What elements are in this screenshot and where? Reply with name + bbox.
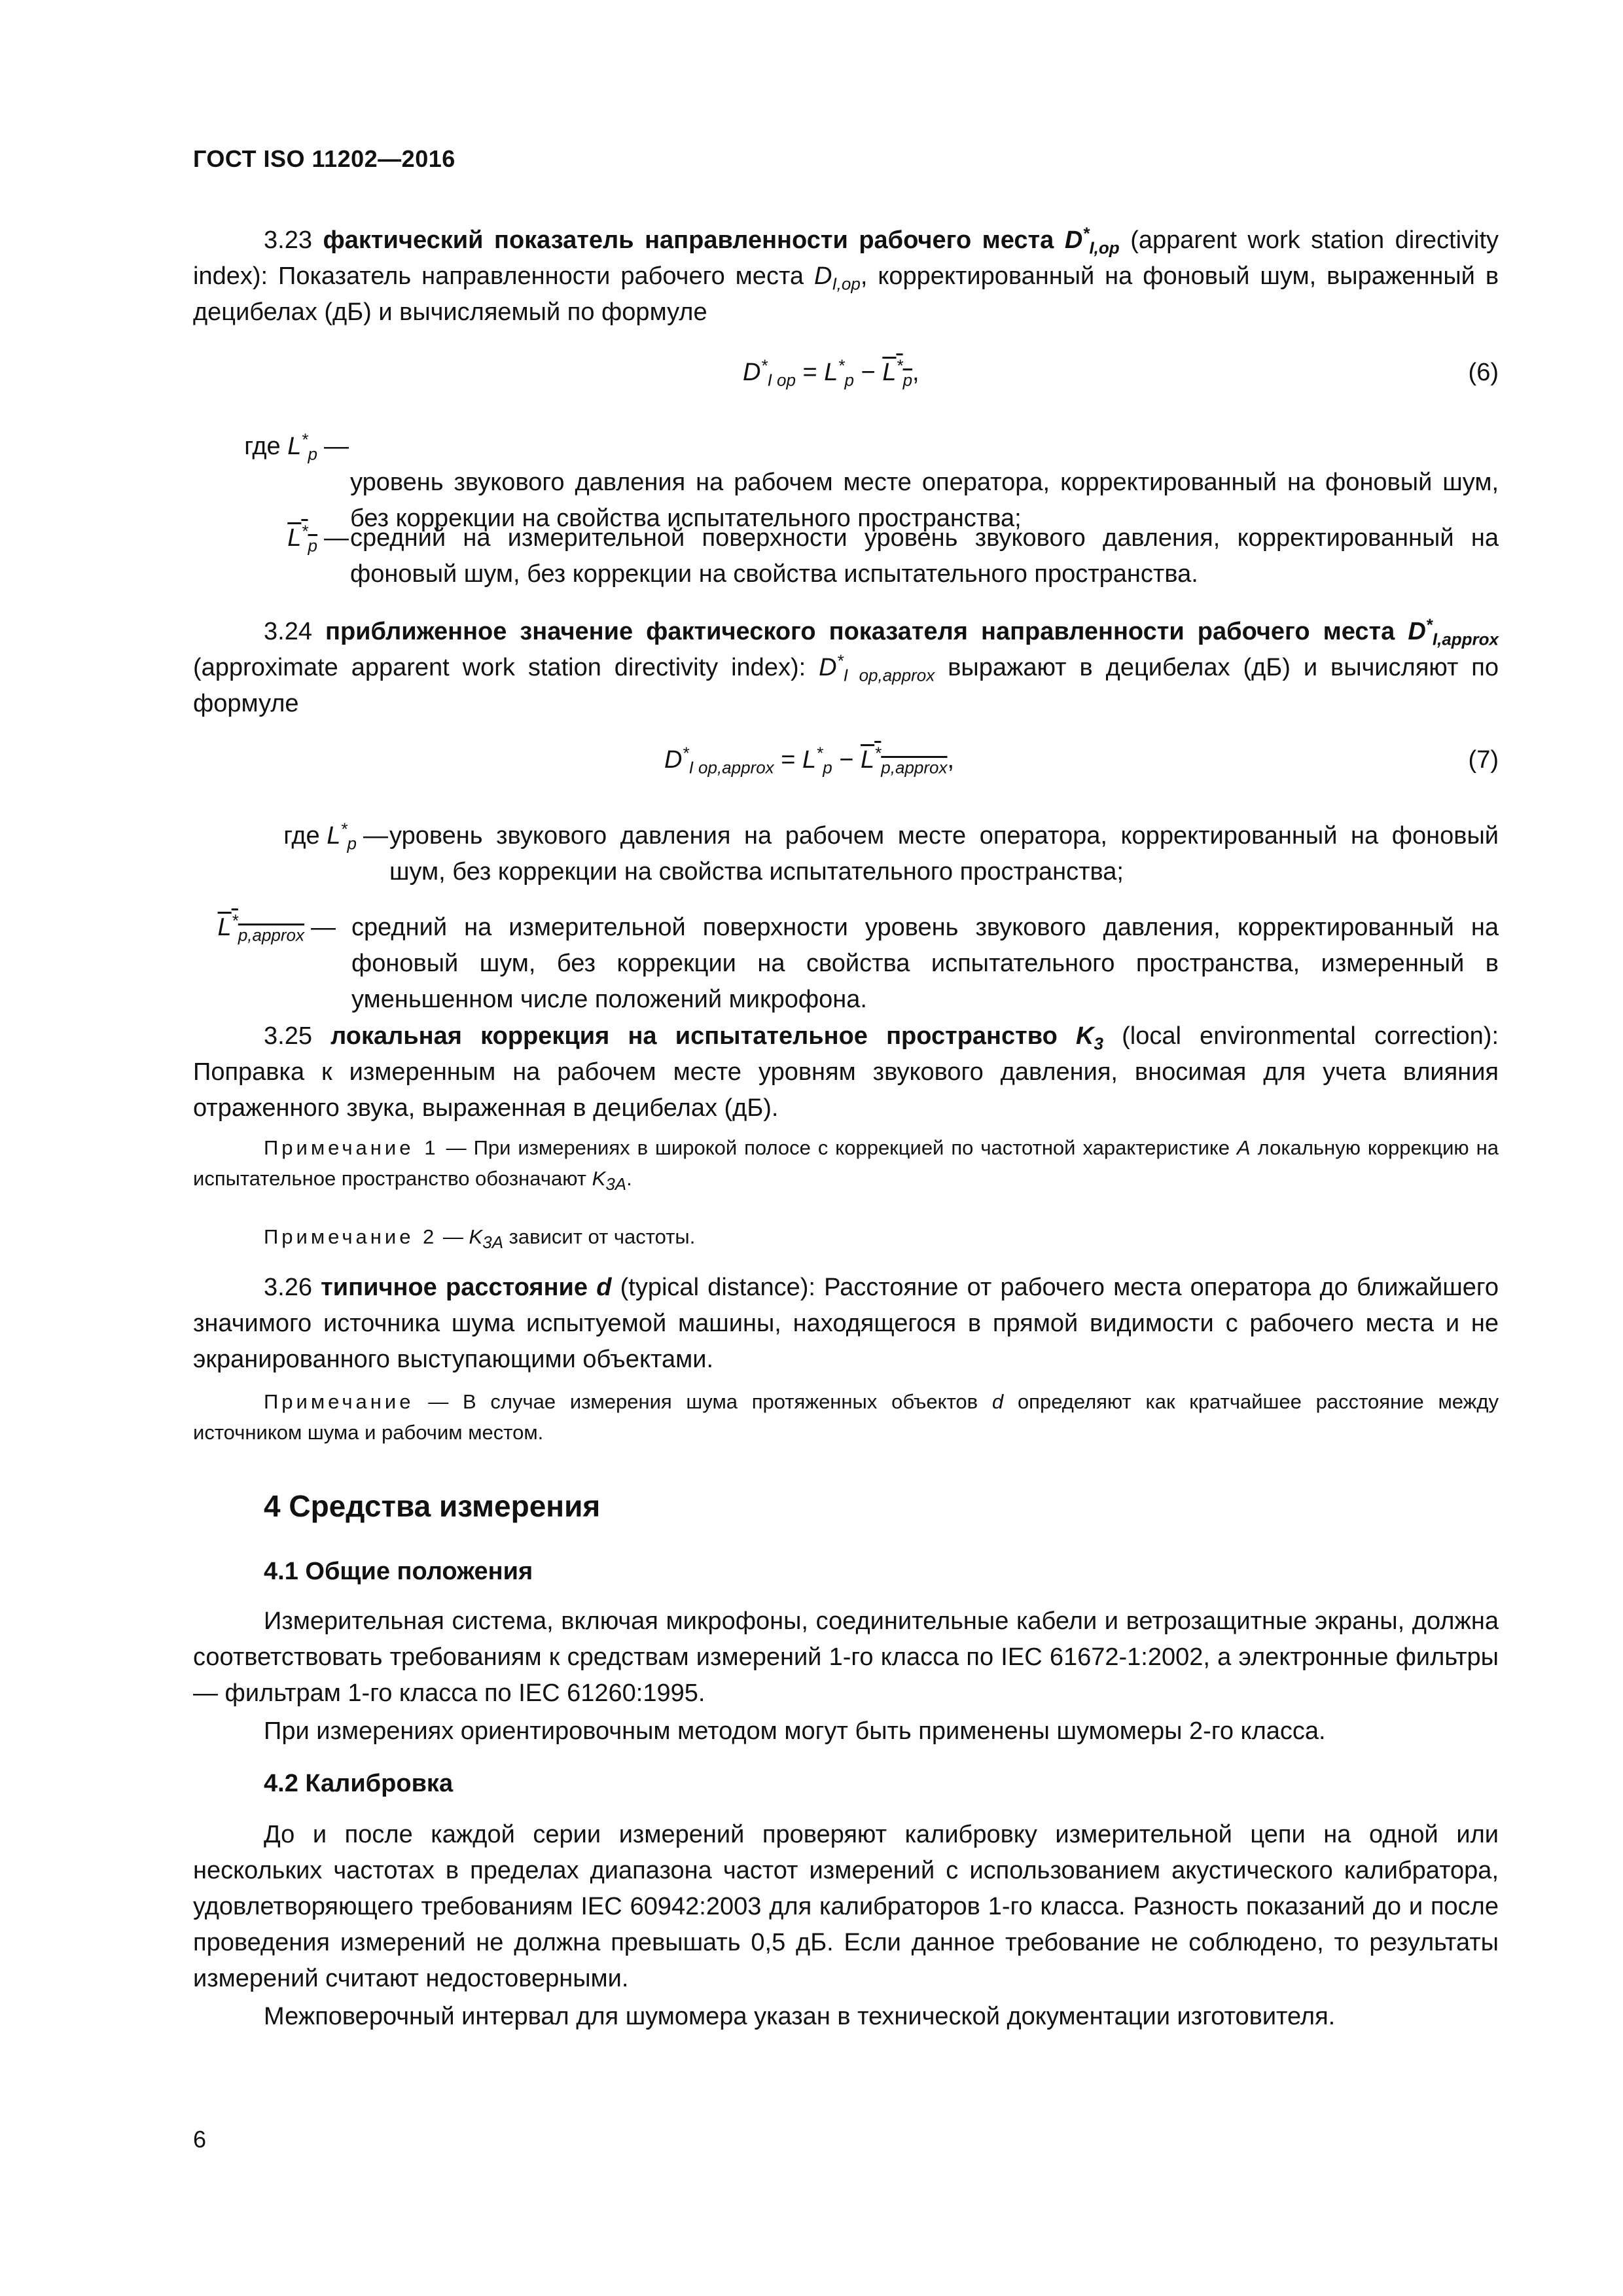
- note-3-26: Примечание — В случае измерения шума протяженных объектов d определяют как кратчайшее расстояние между источником шума и рабочим местом.: [193, 1390, 1499, 1444]
- note-1: Примечание 1 — При измерениях в широкой полосе с коррекцией по частотной характеристике A локальную коррекцию на испытательное пространство обозначают $K_{3A}$.: [193, 1136, 1499, 1194]
- section-3-25: [193, 1018, 1499, 1126]
- term-symbol: $K_3$: [1076, 1022, 1103, 1054]
- equation-6: $D^*_{I op} = L^*_p - L^*_p$,: [743, 355, 919, 390]
- term-title: приближенное значение фактического показателя направленности рабочего места: [325, 618, 1395, 645]
- term-title: фактический показатель направленности рабочего места: [323, 226, 1054, 254]
- section-4-2-paragraph-2: Межповерочный интервал для шумомера указан в технической документации изготовителя.: [264, 2003, 1336, 2030]
- term-symbol: $D^*_{I,approx}$: [1408, 615, 1499, 649]
- definition-text: уровень звукового давления на рабочем месте оператора, корректированный на фоновый шум, без коррекции на свойства испытательного пространства;: [389, 822, 1499, 886]
- term-english: (local environmental correction):: [1122, 1022, 1499, 1050]
- term-english: (typical distance):: [620, 1274, 815, 1301]
- term-definition: Расстояние от рабочего места оператора до ближайшего значимого источника шума испытуемой машины, находящегося в прямой видимости с рабочего места и не экранированного выступающими объектами.: [193, 1274, 1499, 1373]
- section-4-2-title: 4.2 Калибровка: [264, 1770, 454, 1797]
- section-4-1-paragraph-2: При измерениях ориентировочным методом могут быть применены шумомеры 2-го класса.: [264, 1717, 1326, 1745]
- page-number: 6: [193, 2126, 207, 2153]
- equation-7: $D^*_{I op,approx} = L^*_p - L^*_{p,approx}$,: [664, 743, 955, 778]
- definition-dash: —: [363, 822, 388, 850]
- definition-symbol: где $L^*_p$: [283, 819, 357, 853]
- definition-symbol: где $L^*_p$: [244, 429, 317, 464]
- term-title: локальная коррекция на испытательное пространство: [330, 1022, 1058, 1050]
- equation-number-7: (7): [1468, 746, 1499, 774]
- term-english: (approximate apparent work station directivity index):: [193, 654, 806, 681]
- definition-dash: —: [311, 914, 336, 941]
- definition-dash: —: [324, 433, 349, 460]
- definition-symbol: $D_{I,op}$: [814, 262, 861, 294]
- section-4-title: 4 Средства измерения: [264, 1489, 601, 1523]
- term-definition: Поправка к измеренным на рабочем месте уровням звукового давления, вносимая для учета влияния отраженного звука, выраженная в децибелах (дБ).: [193, 1058, 1499, 1122]
- term-definition: выражают в децибелах (дБ) и вычисляют по формуле: [193, 654, 1499, 717]
- note-2: Примечание 2 — $K_{3A}$ зависит от частоты.: [264, 1225, 696, 1253]
- term-english: (apparent work station directivity index):: [193, 226, 1499, 290]
- definition-symbol: $D^*_{I op,approx}$: [819, 651, 935, 685]
- definition-symbol: $L^*_{p,approx}$: [217, 910, 304, 945]
- section-4-1-title: 4.1 Общие положения: [264, 1558, 533, 1585]
- section-number: 3.24: [264, 618, 312, 645]
- section-3-24: [193, 614, 1499, 722]
- section-3-23: [193, 223, 1499, 331]
- definition-text: средний на измерительной поверхности уровень звукового давления, корректированный на фоновый шум, без коррекции на свойства испытательного пространства, измеренный в уменьшенном числе положений микрофона.: [351, 914, 1499, 1013]
- term-title: типичное расстояние: [321, 1274, 588, 1301]
- term-symbol: d: [596, 1274, 612, 1301]
- definition-text: средний на измерительной поверхности уровень звукового давления, корректированный на фоновый шум, без коррекции на свойства испытательного пространства.: [350, 524, 1499, 588]
- section-number: 3.25: [264, 1022, 312, 1050]
- section-number: 3.26: [264, 1274, 312, 1301]
- definition-dash: —: [324, 524, 349, 552]
- term-definition-b: , корректированный на фоновый шум, выраженный в децибелах (дБ) и вычисляемый по формуле: [193, 262, 1499, 326]
- section-4-2-paragraph-1: До и после каждой серии измерений проверяют калибровку измерительной цепи на одной или нескольких частотах в пределах диапазона частот измерений с использованием акустического калибратора, удовлетворяющего требованиям IEC 60942:2003 для калибраторов 1-го класса. Разность показаний до и после проведения измерений не должна превышать 0,5 дБ. Если данное требование не соблюдено, то результаты измерений считают недостоверными.: [193, 1821, 1499, 1992]
- section-4-1-paragraph-1: Измерительная система, включая микрофоны, соединительные кабели и ветрозащитные экраны, должна соответствовать требованиям к средствам измерений 1-го класса по IEC 61672-1:2002, а электронные фильтры — фильтрам 1-го класса по IEC 61260:1995.: [193, 1607, 1499, 1707]
- term-symbol: $D^*_{I,op}$: [1064, 223, 1120, 258]
- definition-text: уровень звукового давления на рабочем месте оператора, корректированный на фоновый шум, без коррекции на свойства испытательного пространства;: [350, 469, 1499, 532]
- term-definition-a: Показатель направленности рабочего места: [278, 262, 804, 290]
- document-header: ГОСТ ISO 11202—2016: [193, 145, 455, 172]
- definition-symbol: $L^*_p$: [287, 521, 317, 556]
- section-number: 3.23: [264, 226, 312, 254]
- section-3-26: [193, 1270, 1499, 1378]
- equation-number-6: (6): [1468, 359, 1499, 386]
